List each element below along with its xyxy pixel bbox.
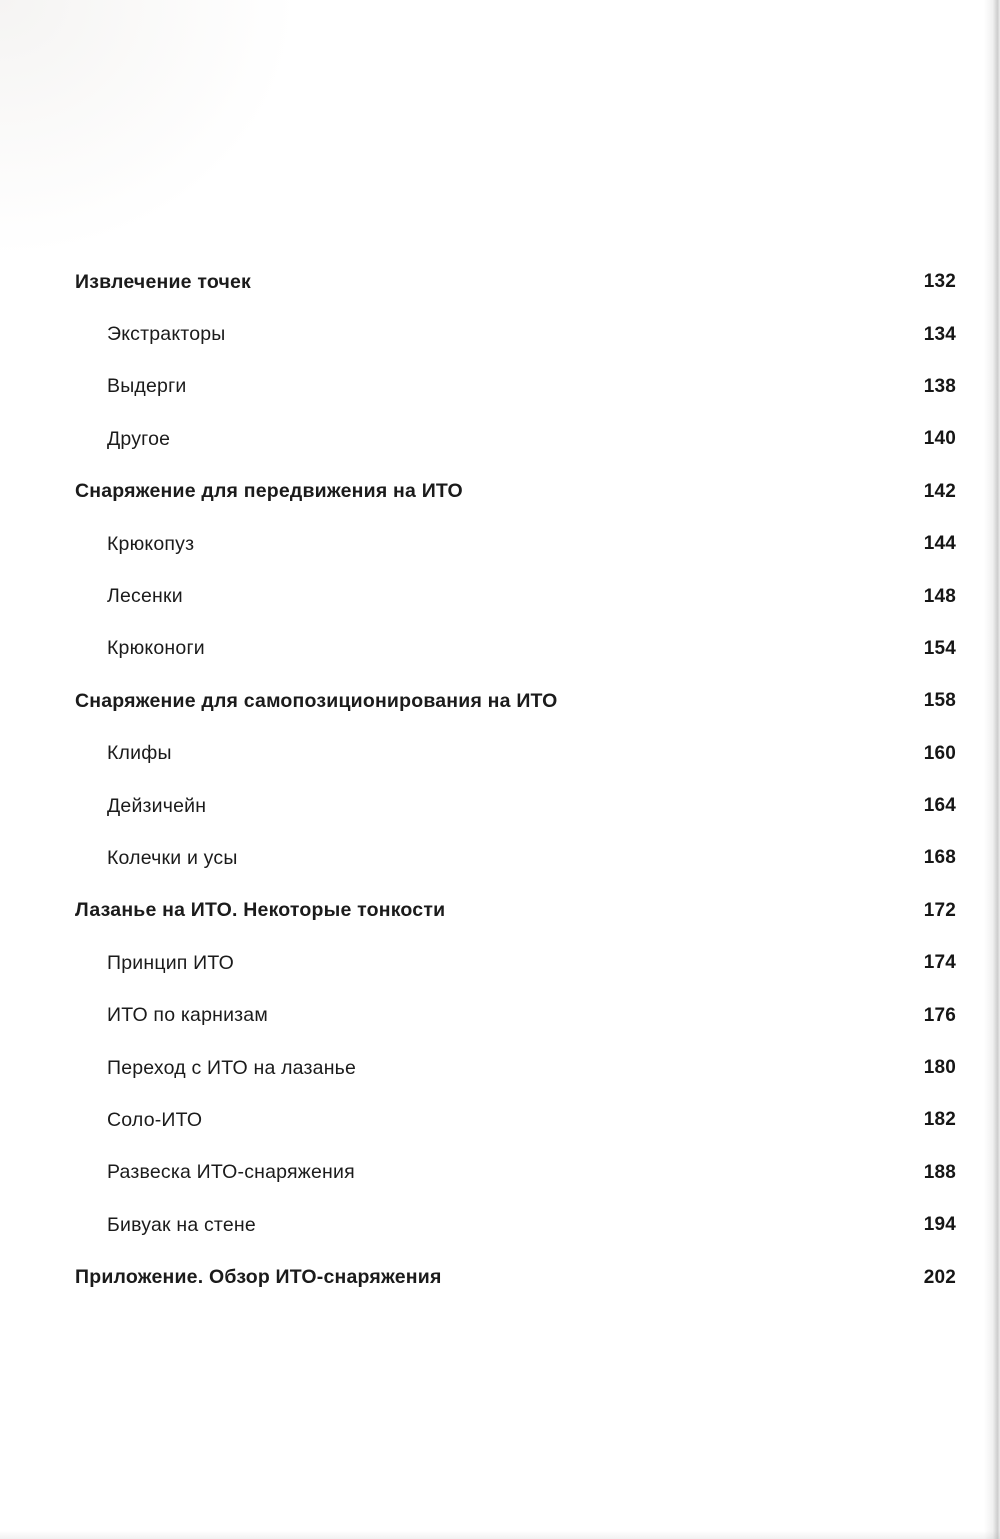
- toc-entry: [75, 937, 956, 989]
- toc-entry-page: 164: [923, 795, 956, 817]
- toc-entry-label: Лазанье на ИТО. Некоторые тонкости: [75, 899, 446, 922]
- toc-entry: [75, 728, 956, 780]
- toc-entry-page: 144: [923, 533, 956, 555]
- toc-entry: [75, 1251, 956, 1303]
- toc-entry: [75, 256, 956, 308]
- toc-entry-label: Экстракторы: [107, 323, 226, 346]
- toc-entry-label: Дейзичейн: [107, 794, 207, 817]
- toc-entry-page: 202: [923, 1266, 956, 1288]
- toc-entry-label: Развеска ИТО-снаряжения: [107, 1161, 355, 1184]
- toc-entry-label: Лесенки: [107, 585, 183, 608]
- toc-entry: [75, 413, 956, 465]
- toc-entry-label: Крюконоги: [107, 637, 205, 660]
- toc-entry-page: 160: [923, 742, 956, 764]
- toc-entry: [75, 780, 956, 832]
- toc-entry: [75, 1042, 956, 1094]
- toc-entry-page: 158: [923, 690, 956, 712]
- toc-entry-label: Другое: [107, 427, 171, 450]
- toc-entry-page: 138: [923, 375, 956, 397]
- toc-entry-page: 188: [923, 1161, 956, 1183]
- toc-entry-page: 148: [923, 585, 956, 607]
- toc-entry-page: 142: [923, 480, 956, 502]
- toc-entry-page: 168: [923, 847, 956, 869]
- toc-entry: [75, 361, 956, 413]
- toc-entry-label: Выдерги: [107, 375, 187, 398]
- toc-entry-label: Приложение. Обзор ИТО-снаряжения: [75, 1266, 442, 1289]
- toc-entry-page: 194: [923, 1214, 956, 1236]
- scan-corner-shading: [0, 0, 300, 260]
- toc-entry-page: 182: [923, 1109, 956, 1131]
- toc-entry-page: 180: [923, 1057, 956, 1079]
- toc-entry-label: Принцип ИТО: [107, 951, 234, 974]
- toc-entry: [75, 623, 956, 675]
- toc-entry-label: Крюкопуз: [107, 532, 195, 555]
- toc-entry: [75, 570, 956, 622]
- toc-entry-label: Колечки и усы: [107, 846, 238, 869]
- toc-entry-label: Снаряжение для самопозиционирования на ИТО: [75, 689, 558, 712]
- page-edge-shadow: [984, 0, 1000, 1539]
- page-bottom-shadow: [0, 1531, 1000, 1539]
- toc-entry-page: 174: [923, 952, 956, 974]
- toc-entry: [75, 466, 956, 518]
- toc-entry: [75, 1094, 956, 1146]
- toc-entry: [75, 1199, 956, 1251]
- toc-entry-page: 134: [923, 323, 956, 345]
- toc-entry-label: Извлечение точек: [75, 270, 251, 293]
- toc-entry-label: ИТО по карнизам: [107, 1004, 268, 1027]
- toc-entry-page: 172: [923, 899, 956, 921]
- toc-entry-label: Переход с ИТО на лазанье: [107, 1056, 357, 1079]
- toc-entry: [75, 885, 956, 937]
- toc-entry: [75, 832, 956, 884]
- toc-entry: [75, 518, 956, 570]
- toc-entry-label: Бивуак на стене: [107, 1213, 256, 1236]
- toc-entry: [75, 308, 956, 360]
- toc-entry-page: 154: [923, 637, 956, 659]
- toc-entry-page: 140: [923, 428, 956, 450]
- toc-entry: [75, 989, 956, 1041]
- toc-entry-label: Снаряжение для передвижения на ИТО: [75, 480, 463, 503]
- toc-entry-page: 132: [923, 271, 956, 293]
- table-of-contents: [75, 256, 956, 1304]
- toc-entry-page: 176: [923, 1004, 956, 1026]
- toc-entry-label: Клифы: [107, 742, 172, 765]
- toc-entry-label: Соло-ИТО: [107, 1108, 203, 1131]
- toc-entry: [75, 675, 956, 727]
- toc-entry: [75, 1147, 956, 1199]
